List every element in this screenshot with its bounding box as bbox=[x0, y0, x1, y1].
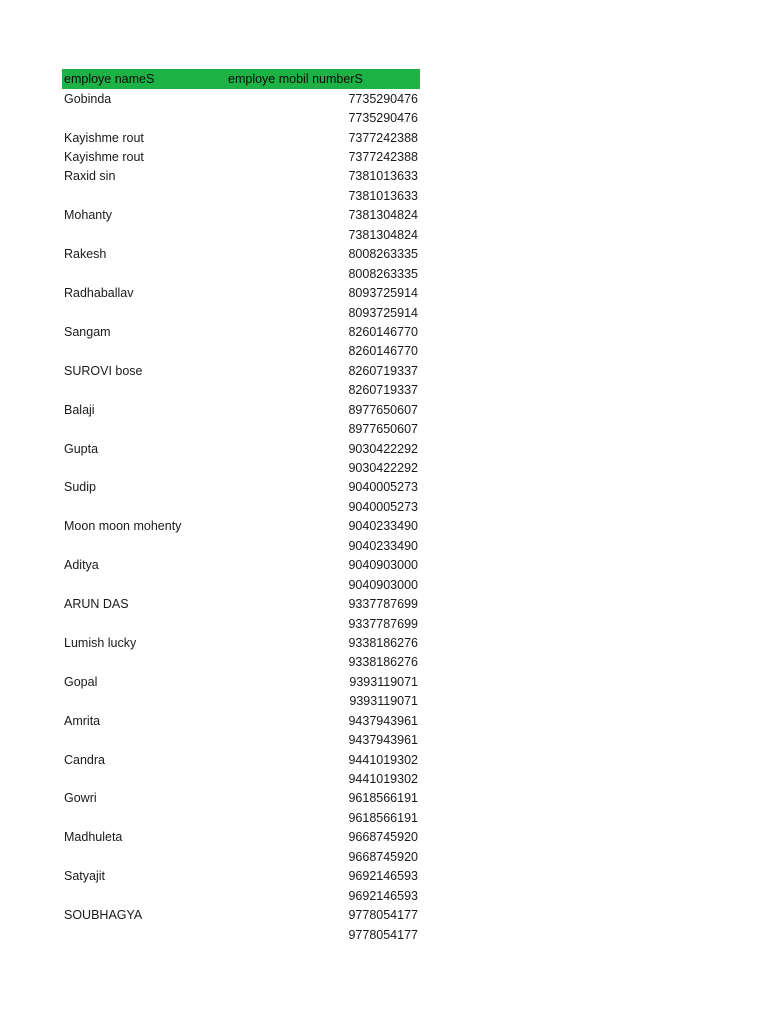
employee-mobile-number-cell: 8260719337 bbox=[348, 383, 418, 398]
table-row bbox=[62, 128, 420, 147]
table-row bbox=[62, 342, 420, 361]
employee-mobile-number-cell: 7377242388 bbox=[348, 150, 418, 165]
employee-mobile-number-cell: 9437943961 bbox=[348, 733, 418, 748]
employee-name-cell: Rakesh bbox=[64, 247, 107, 262]
employee-mobile-number-cell: 7735290476 bbox=[348, 111, 418, 126]
employee-mobile-number-cell: 9778054177 bbox=[348, 908, 418, 923]
employee-mobile-number-cell: 9618566191 bbox=[348, 810, 418, 825]
table-row bbox=[62, 497, 420, 516]
table-row bbox=[62, 536, 420, 555]
table-row bbox=[62, 672, 420, 691]
employee-mobile-number-cell: 8977650607 bbox=[348, 402, 418, 417]
table-row bbox=[62, 419, 420, 438]
employee-mobile-number-cell: 7381013633 bbox=[348, 188, 418, 203]
table-row bbox=[62, 925, 420, 944]
employee-mobile-number-cell: 7381013633 bbox=[348, 169, 418, 184]
table-row bbox=[62, 867, 420, 886]
employee-mobile-number-cell: 9040233490 bbox=[348, 538, 418, 553]
table-row bbox=[62, 789, 420, 808]
table-row bbox=[62, 711, 420, 730]
table-row bbox=[62, 225, 420, 244]
table-row bbox=[62, 439, 420, 458]
table-row bbox=[62, 905, 420, 924]
employee-mobile-number-cell: 9692146593 bbox=[348, 888, 418, 903]
employee-mobile-number-cell: 9040903000 bbox=[348, 577, 418, 592]
employee-mobile-number-cell: 9692146593 bbox=[348, 869, 418, 884]
employee-mobile-number-cell: 9040005273 bbox=[348, 499, 418, 514]
employee-mobile-number-cell: 9778054177 bbox=[348, 927, 418, 942]
employee-mobile-number-cell: 8260719337 bbox=[348, 363, 418, 378]
employee-mobile-number-cell: 9668745920 bbox=[348, 849, 418, 864]
employee-name-cell: Kayishme rout bbox=[64, 150, 144, 165]
table-row bbox=[62, 186, 420, 205]
employee-mobile-number-cell: 8008263335 bbox=[348, 247, 418, 262]
table-row bbox=[62, 730, 420, 749]
employee-mobile-number-cell: 7381304824 bbox=[348, 208, 418, 223]
table-row bbox=[62, 575, 420, 594]
employee-mobile-number-cell: 9040903000 bbox=[348, 558, 418, 573]
employee-name-cell: Gupta bbox=[64, 441, 99, 456]
table-row bbox=[62, 108, 420, 127]
employee-mobile-number-cell: 7735290476 bbox=[348, 91, 418, 106]
employee-name-cell: Raxid sin bbox=[64, 169, 116, 184]
table-row bbox=[62, 89, 420, 108]
table-row bbox=[62, 167, 420, 186]
table-row bbox=[62, 147, 420, 166]
employee-name-cell: Mohanty bbox=[64, 208, 112, 223]
employee-name-cell: SOUBHAGYA bbox=[64, 908, 143, 923]
employee-mobile-number-cell: 9441019302 bbox=[348, 772, 418, 787]
table-row bbox=[62, 808, 420, 827]
employee-mobile-number-cell: 9393119071 bbox=[349, 694, 418, 709]
employee-name-cell: Moon moon mohenty bbox=[64, 519, 182, 534]
employee-name-cell: Kayishme rout bbox=[64, 130, 144, 145]
employee-name-cell: Satyajit bbox=[64, 869, 105, 884]
employee-mobile-number-cell: 9337787699 bbox=[348, 597, 418, 612]
employee-mobile-number-cell: 8093725914 bbox=[348, 305, 418, 320]
table-row bbox=[62, 750, 420, 769]
table-row bbox=[62, 633, 420, 652]
table-row bbox=[62, 458, 420, 477]
header-employee-name: employe nameS bbox=[64, 72, 155, 86]
table-row bbox=[62, 517, 420, 536]
table-row bbox=[62, 847, 420, 866]
employee-mobile-number-cell: 8093725914 bbox=[348, 286, 418, 301]
employee-mobile-number-cell: 9040233490 bbox=[348, 519, 418, 534]
employee-mobile-number-cell: 9668745920 bbox=[348, 830, 418, 845]
employee-mobile-number-cell: 9338186276 bbox=[348, 635, 418, 650]
employee-mobile-number-cell: 7381304824 bbox=[348, 227, 418, 242]
table-row bbox=[62, 361, 420, 380]
employee-name-cell: Aditya bbox=[64, 558, 99, 573]
employee-name-cell: Madhuleta bbox=[64, 830, 123, 845]
employee-name-cell: Sangam bbox=[64, 324, 111, 339]
table-row bbox=[62, 400, 420, 419]
employee-mobile-number-cell: 9030422292 bbox=[348, 441, 418, 456]
table-row bbox=[62, 886, 420, 905]
table-header-row bbox=[62, 69, 420, 89]
employee-mobile-number-cell: 8260146770 bbox=[348, 344, 418, 359]
table-row bbox=[62, 303, 420, 322]
table-row bbox=[62, 206, 420, 225]
table-row bbox=[62, 264, 420, 283]
employee-mobile-number-cell: 8260146770 bbox=[348, 324, 418, 339]
employee-name-cell: Gobinda bbox=[64, 91, 112, 106]
employee-mobile-number-cell: 9618566191 bbox=[348, 791, 418, 806]
employee-mobile-number-cell: 9337787699 bbox=[348, 616, 418, 631]
employee-name-cell: Gopal bbox=[64, 674, 98, 689]
table-row bbox=[62, 322, 420, 341]
employee-mobile-number-cell: 9437943961 bbox=[348, 713, 418, 728]
employee-mobile-number-cell: 7377242388 bbox=[348, 130, 418, 145]
table-row bbox=[62, 478, 420, 497]
table-row bbox=[62, 381, 420, 400]
table-row bbox=[62, 594, 420, 613]
employee-mobile-number-cell: 8977650607 bbox=[348, 422, 418, 437]
header-employee-mobile-number: employe mobil numberS bbox=[228, 72, 363, 86]
employee-name-cell: Candra bbox=[64, 752, 105, 767]
employee-mobile-number-cell: 9338186276 bbox=[348, 655, 418, 670]
employee-mobile-number-cell: 8008263335 bbox=[348, 266, 418, 281]
employee-name-cell: SUROVI bose bbox=[64, 363, 143, 378]
employee-mobile-number-cell: 9040005273 bbox=[348, 480, 418, 495]
employee-mobile-number-cell: 9393119071 bbox=[349, 674, 418, 689]
table-row bbox=[62, 245, 420, 264]
table-row bbox=[62, 283, 420, 302]
employee-name-cell: Gowri bbox=[64, 791, 97, 806]
employee-name-cell: Sudip bbox=[64, 480, 96, 495]
table-row bbox=[62, 692, 420, 711]
employee-name-cell: ARUN DAS bbox=[64, 597, 129, 612]
spreadsheet-table bbox=[62, 69, 420, 944]
table-row bbox=[62, 653, 420, 672]
employee-name-cell: Amrita bbox=[64, 713, 101, 728]
table-row bbox=[62, 828, 420, 847]
employee-mobile-number-cell: 9441019302 bbox=[348, 752, 418, 767]
table-row bbox=[62, 614, 420, 633]
table-row bbox=[62, 556, 420, 575]
employee-name-cell: Balaji bbox=[64, 402, 95, 417]
table-body bbox=[62, 89, 420, 944]
table-row bbox=[62, 769, 420, 788]
employee-mobile-number-cell: 9030422292 bbox=[348, 461, 418, 476]
employee-name-cell: Radhaballav bbox=[64, 286, 134, 301]
employee-name-cell: Lumish lucky bbox=[64, 635, 137, 650]
